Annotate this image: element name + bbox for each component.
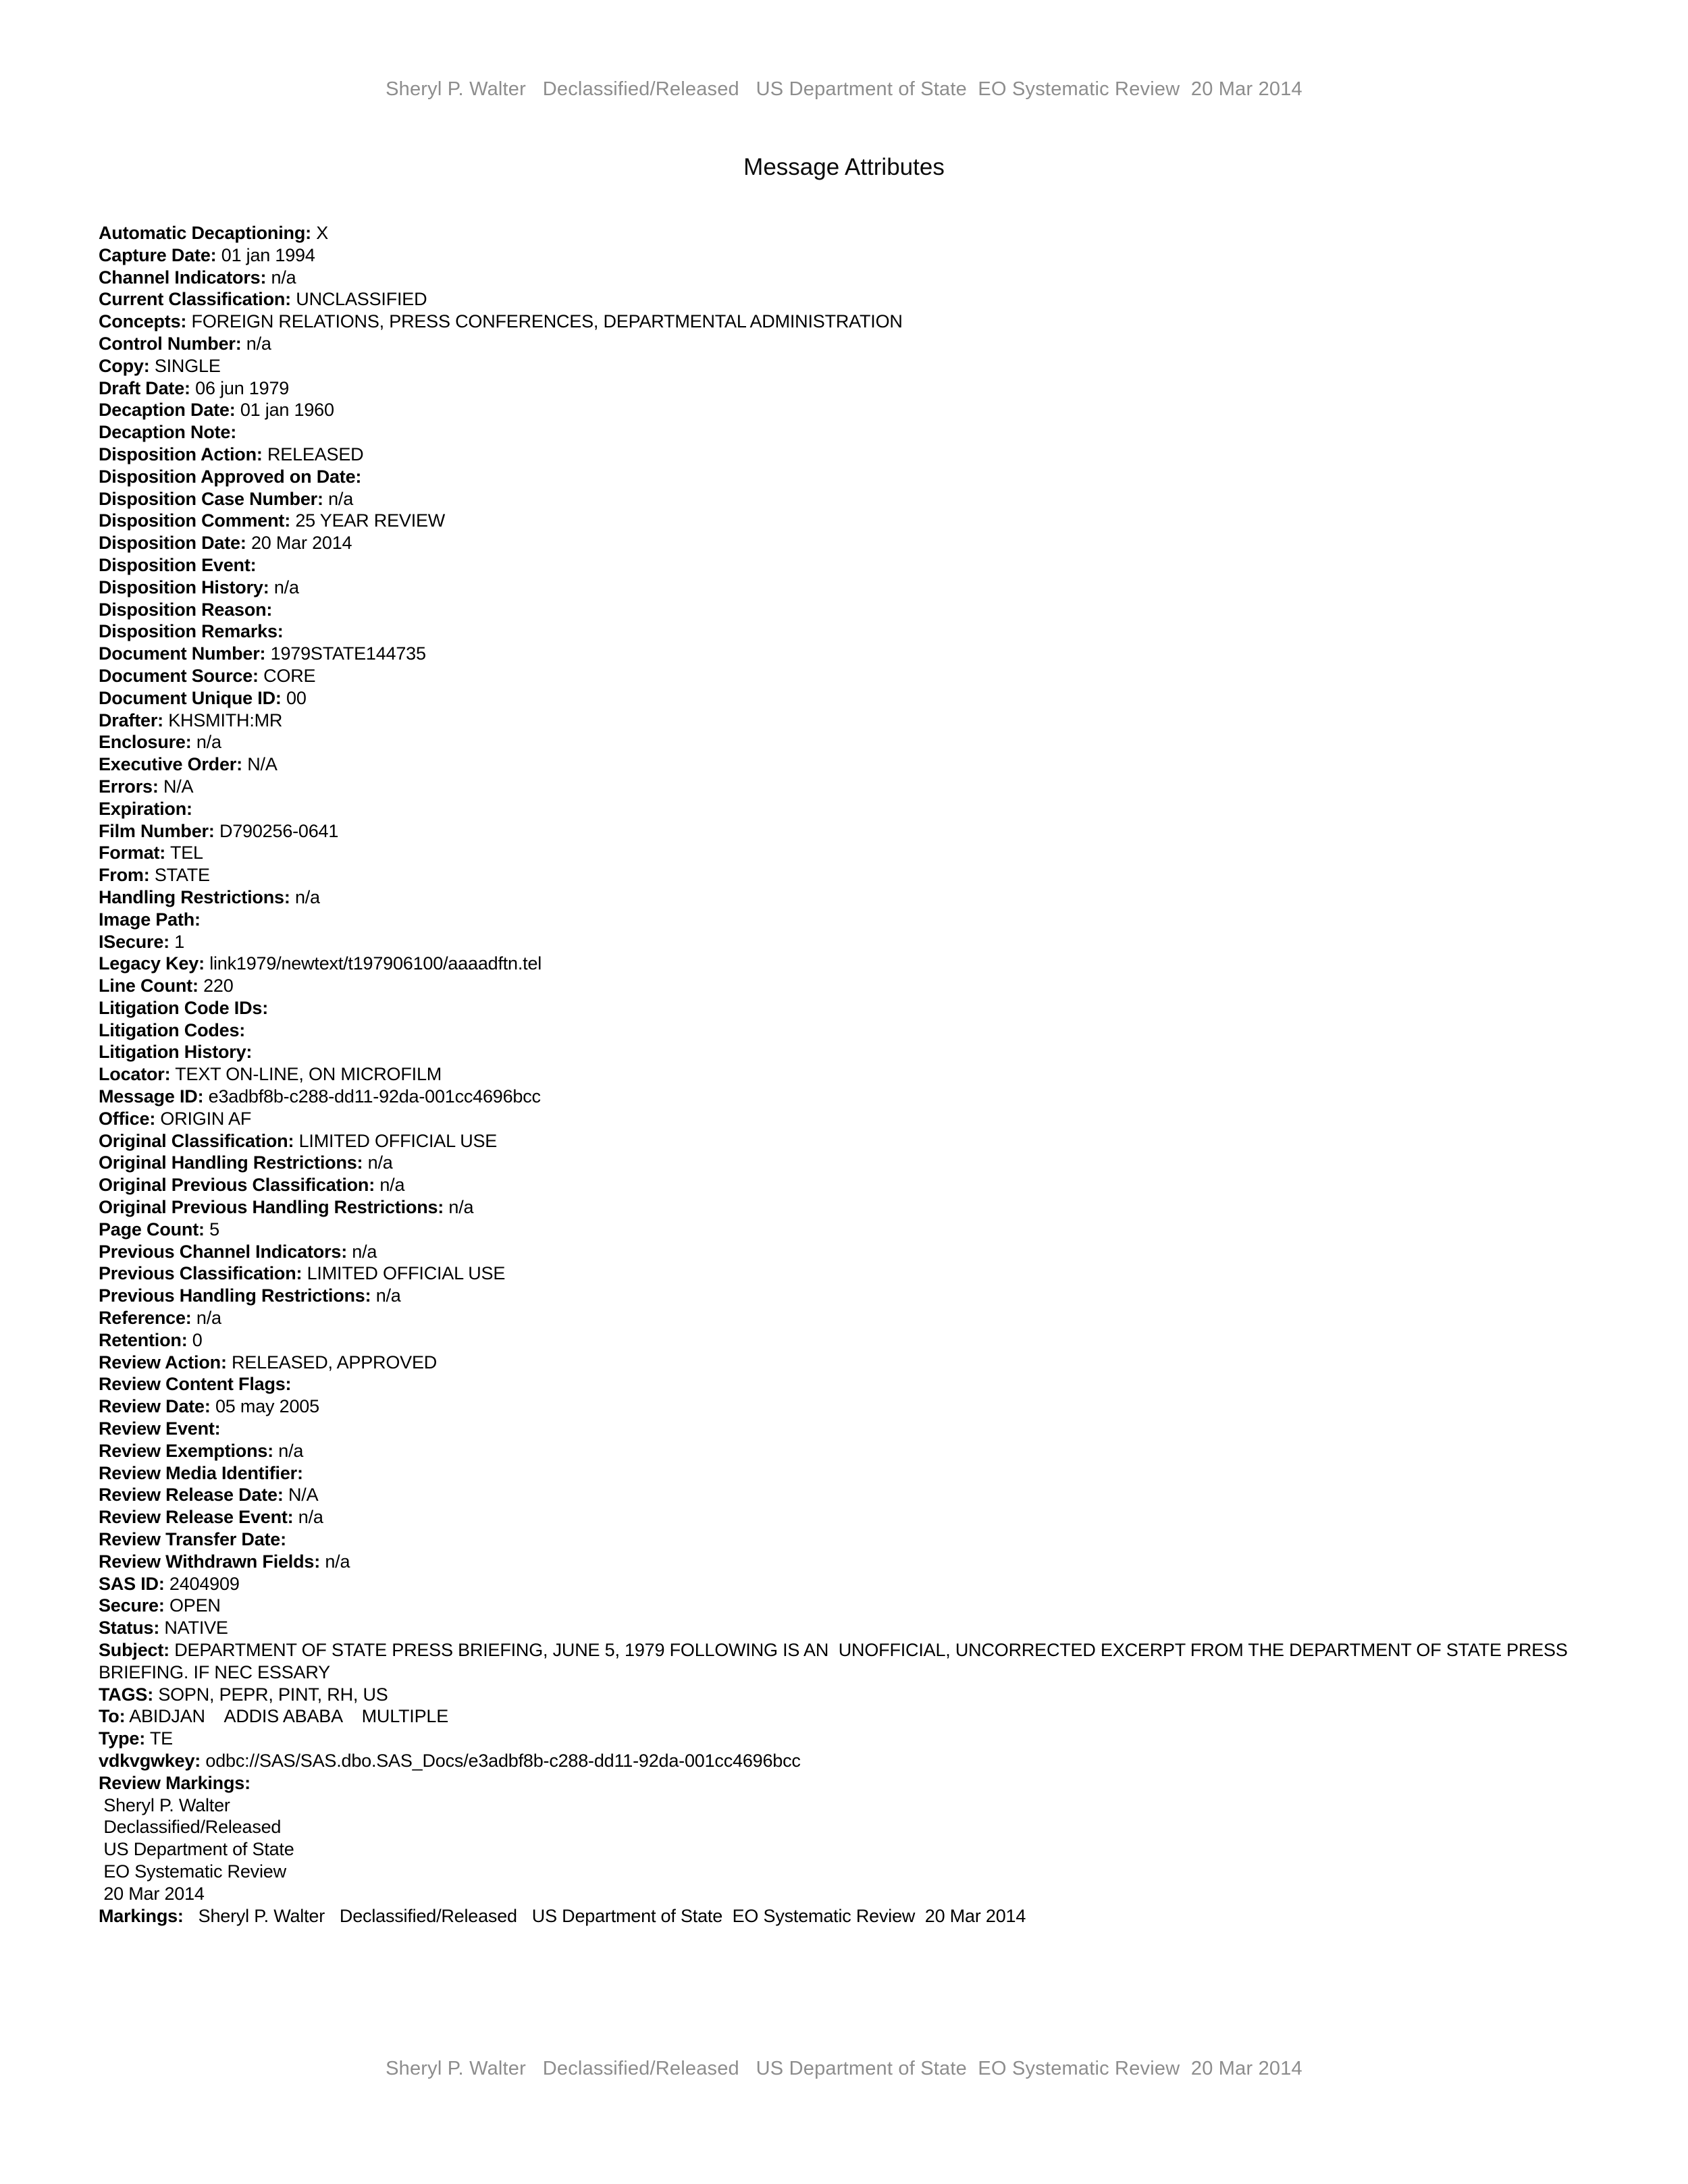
attribute-label: To:	[99, 1706, 126, 1727]
attribute-label: vdkvgwkey:	[99, 1750, 201, 1771]
attribute-value: 25 YEAR REVIEW	[295, 510, 446, 531]
attribute-line	[99, 577, 1580, 599]
attribute-value: UNCLASSIFIED	[296, 289, 427, 310]
attribute-line	[99, 1262, 1580, 1285]
attribute-label: Previous Classification:	[99, 1263, 302, 1284]
attribute-label: Review Media Identifier:	[99, 1462, 303, 1483]
attribute-label: Document Unique ID:	[99, 687, 282, 708]
attribute-line	[99, 1395, 1580, 1418]
attribute-line	[99, 931, 1580, 953]
attribute-label: Original Classification:	[99, 1130, 294, 1151]
attribute-value: n/a	[246, 333, 271, 354]
attribute-line	[99, 444, 1580, 466]
attribute-label: Litigation History:	[99, 1042, 253, 1063]
attribute-label: Format:	[99, 843, 166, 863]
attribute-line	[99, 222, 1580, 244]
attribute-label: Image Path:	[99, 909, 201, 930]
attribute-value: 220	[203, 976, 234, 996]
attribute-label: Page Count:	[99, 1219, 205, 1240]
review-marking-text-line: US Department of State	[99, 1839, 294, 1860]
attribute-value: 00	[286, 687, 307, 708]
attribute-line	[99, 1063, 1580, 1086]
attribute-label: ISecure:	[99, 931, 169, 952]
attribute-label: Original Previous Classification:	[99, 1175, 375, 1196]
attribute-line	[99, 1750, 1580, 1772]
attribute-value: n/a	[196, 732, 221, 753]
attribute-value: 20 Mar 2014	[250, 533, 352, 554]
attribute-label: Disposition Event:	[99, 554, 257, 575]
attribute-line	[99, 620, 1580, 643]
attribute-line	[99, 288, 1580, 311]
attribute-value: odbc://SAS/SAS.dbo.SAS_Docs/e3adbf8b-c288-dd11-92da-001cc4696bcc	[205, 1750, 801, 1771]
attribute-value: n/a	[375, 1285, 401, 1306]
attribute-value: STATE	[154, 865, 210, 886]
attribute-line	[99, 1373, 1580, 1395]
attribute-line	[99, 1484, 1580, 1506]
attribute-line	[99, 1462, 1580, 1485]
attribute-value: 1	[174, 931, 185, 952]
attribute-value: CORE	[263, 665, 316, 686]
attribute-label: Type:	[99, 1728, 146, 1749]
attribute-label: Errors:	[99, 776, 159, 797]
attribute-line	[99, 267, 1580, 289]
attribute-value: D790256-0641	[219, 820, 339, 841]
attribute-value: SOPN, PEPR, PINT, RH, US	[158, 1684, 388, 1705]
attribute-value: TEL	[169, 843, 203, 863]
attribute-line	[99, 1684, 1580, 1706]
attribute-value: n/a	[196, 1308, 221, 1329]
attribute-label: From:	[99, 865, 150, 886]
attribute-value: n/a	[379, 1175, 405, 1196]
attribute-label: Retention:	[99, 1329, 188, 1350]
attributes-list	[99, 222, 1580, 1927]
attribute-label: Legacy Key:	[99, 953, 205, 974]
attribute-line	[99, 710, 1580, 732]
attribute-label: Channel Indicators:	[99, 267, 267, 288]
attribute-value: RELEASED	[267, 444, 364, 464]
attribute-label: Litigation Codes:	[99, 1019, 246, 1040]
attribute-label: Secure:	[99, 1595, 165, 1616]
attribute-line	[99, 421, 1580, 444]
attribute-label: Disposition Date:	[99, 533, 246, 554]
attribute-label: Previous Channel Indicators:	[99, 1241, 347, 1262]
attribute-value: 5	[209, 1219, 219, 1240]
attribute-label: Handling Restrictions:	[99, 886, 290, 907]
attribute-line	[99, 1528, 1580, 1551]
attribute-label: Disposition Reason:	[99, 599, 273, 620]
attribute-line	[99, 820, 1580, 843]
attribute-label: Review Markings:	[99, 1772, 250, 1793]
attribute-line	[99, 798, 1580, 820]
attribute-label: Reference:	[99, 1308, 192, 1329]
attribute-value: n/a	[367, 1152, 393, 1173]
attribute-line	[99, 1595, 1580, 1617]
attribute-line	[99, 1130, 1580, 1152]
attribute-value: n/a	[278, 1440, 304, 1461]
attribute-label: Decaption Note:	[99, 422, 237, 443]
attribute-label: Previous Handling Restrictions:	[99, 1285, 371, 1306]
attribute-label: Disposition History:	[99, 577, 269, 597]
attribute-label: TAGS:	[99, 1684, 153, 1705]
attribute-line	[99, 864, 1580, 886]
attribute-line	[99, 1174, 1580, 1196]
page-title: Message Attributes	[743, 154, 945, 180]
attribute-value: 05 may 2005	[215, 1396, 319, 1417]
attribute-line	[99, 1506, 1580, 1528]
attribute-line	[99, 1019, 1580, 1042]
attribute-value: e3adbf8b-c288-dd11-92da-001cc4696bcc	[208, 1086, 541, 1107]
attribute-label: Disposition Case Number:	[99, 488, 323, 509]
attribute-line	[99, 842, 1580, 864]
attribute-value: n/a	[325, 1551, 350, 1572]
attribute-line	[99, 1219, 1580, 1241]
attribute-label: Review Release Date:	[99, 1485, 284, 1506]
attribute-label: SAS ID:	[99, 1573, 165, 1594]
attribute-label: Film Number:	[99, 820, 215, 841]
attribute-label: Original Handling Restrictions:	[99, 1152, 363, 1173]
attribute-line	[99, 1573, 1580, 1595]
attribute-line	[99, 1617, 1580, 1639]
attribute-label: Executive Order:	[99, 754, 242, 775]
attribute-line	[99, 1241, 1580, 1263]
attribute-value: n/a	[448, 1197, 474, 1218]
attribute-line	[99, 244, 1580, 267]
attribute-line	[99, 643, 1580, 665]
attribute-value: n/a	[298, 1507, 323, 1528]
attribute-label: Locator:	[99, 1064, 171, 1085]
attribute-label: Drafter:	[99, 710, 163, 730]
attribute-label: Current Classification:	[99, 289, 291, 310]
review-markings-line	[99, 1772, 1580, 1794]
attribute-line	[99, 975, 1580, 997]
attribute-value: FOREIGN RELATIONS, PRESS CONFERENCES, DEPARTMENTAL ADMINISTRATION	[191, 311, 903, 332]
attribute-value: link1979/newtext/t197906100/aaaadftn.tel	[209, 953, 542, 974]
attribute-line	[99, 776, 1580, 798]
attribute-line	[99, 1551, 1580, 1573]
attribute-label: Line Count:	[99, 976, 199, 996]
attribute-value: LIMITED OFFICIAL USE	[307, 1263, 506, 1284]
attribute-line	[99, 753, 1580, 776]
attribute-value: N/A	[163, 776, 194, 797]
attribute-label: Document Source:	[99, 665, 259, 686]
attribute-value: n/a	[352, 1241, 377, 1262]
attribute-label: Subject:	[99, 1640, 169, 1660]
attribute-value: 01 jan 1960	[240, 400, 334, 421]
attribute-label: Review Transfer Date:	[99, 1529, 286, 1550]
attribute-value: Sheryl P. Walter Declassified/Released US Department of State EO Systematic Review 20 Mar 2014	[188, 1905, 1026, 1926]
attribute-value: n/a	[273, 577, 299, 597]
attribute-value: 0	[192, 1329, 203, 1350]
attribute-line	[99, 510, 1580, 532]
attribute-label: Review Action:	[99, 1352, 227, 1373]
attribute-line	[99, 554, 1580, 577]
attribute-line	[99, 377, 1580, 400]
attribute-label: Document Number:	[99, 643, 266, 664]
attribute-line	[99, 488, 1580, 510]
attribute-line	[99, 1196, 1580, 1219]
attribute-line	[99, 355, 1580, 377]
attribute-value: X	[316, 223, 329, 243]
attribute-label: Markings:	[99, 1905, 184, 1926]
attribute-value: N/A	[288, 1485, 319, 1506]
attribute-line	[99, 1285, 1580, 1307]
attribute-label: Message ID:	[99, 1086, 204, 1107]
attribute-label: Review Withdrawn Fields:	[99, 1551, 321, 1572]
attribute-line	[99, 1307, 1580, 1329]
attribute-value: RELEASED, APPROVED	[232, 1352, 438, 1373]
review-marking-text-line: 20 Mar 2014	[99, 1883, 205, 1904]
attribute-line	[99, 333, 1580, 355]
attribute-label: Review Date:	[99, 1396, 211, 1417]
attribute-line	[99, 997, 1580, 1019]
attribute-value: 1979STATE144735	[270, 643, 426, 664]
attribute-value: TE	[149, 1728, 173, 1749]
attribute-value: LIMITED OFFICIAL USE	[298, 1130, 498, 1151]
attribute-label: Disposition Approved on Date:	[99, 466, 362, 487]
attribute-label: Disposition Remarks:	[99, 621, 284, 642]
attribute-line	[99, 1705, 1580, 1728]
attribute-value: NATIVE	[164, 1618, 228, 1639]
attribute-label: Review Event:	[99, 1418, 221, 1439]
attribute-line	[99, 909, 1580, 931]
attribute-label: Capture Date:	[99, 244, 217, 265]
attribute-label: Original Previous Handling Restrictions:	[99, 1197, 444, 1218]
attribute-label: Enclosure:	[99, 732, 192, 753]
attribute-value: n/a	[271, 267, 296, 288]
review-marking-text-line: Declassified/Released	[99, 1817, 282, 1838]
attribute-line	[99, 1329, 1580, 1352]
attribute-label: Review Release Event:	[99, 1507, 294, 1528]
attribute-line	[99, 466, 1580, 488]
review-marking-text-line: EO Systematic Review	[99, 1861, 286, 1882]
attribute-line	[99, 1728, 1580, 1750]
attribute-label: Decaption Date:	[99, 400, 236, 421]
attribute-label: Draft Date:	[99, 377, 190, 398]
attribute-value: 06 jun 1979	[195, 377, 290, 398]
footer-declassification-marking: Sheryl P. Walter Declassified/Released US Department of State EO Systematic Review 20 Mar 2014	[386, 2058, 1302, 2079]
attribute-line	[99, 399, 1580, 421]
attribute-value: TEXT ON-LINE, ON MICROFILM	[175, 1064, 442, 1085]
attribute-value: KHSMITH:MR	[168, 710, 283, 730]
attribute-line	[99, 1086, 1580, 1108]
attribute-line	[99, 311, 1580, 333]
attribute-line	[99, 665, 1580, 687]
attribute-label: Review Content Flags:	[99, 1374, 292, 1395]
markings-line	[99, 1905, 1580, 1927]
attribute-value: n/a	[294, 886, 320, 907]
attribute-value: N/A	[247, 754, 278, 775]
attribute-line	[99, 1041, 1580, 1063]
attribute-value: SINGLE	[154, 355, 221, 376]
attribute-line	[99, 532, 1580, 554]
attribute-line	[99, 1440, 1580, 1462]
attribute-label: Control Number:	[99, 333, 242, 354]
attribute-label: Automatic Decaptioning:	[99, 223, 311, 243]
attribute-value: n/a	[328, 488, 354, 509]
attribute-label: Status:	[99, 1618, 160, 1639]
attribute-line	[99, 687, 1580, 710]
attribute-label: Review Exemptions:	[99, 1440, 273, 1461]
attribute-label: Litigation Code IDs:	[99, 997, 268, 1018]
attribute-line	[99, 886, 1580, 909]
attribute-label: Disposition Comment:	[99, 510, 290, 531]
header-declassification-marking: Sheryl P. Walter Declassified/Released US Department of State EO Systematic Review 20 Mar 2014	[386, 78, 1302, 100]
attribute-label: Copy:	[99, 355, 150, 376]
attribute-value: ORIGIN AF	[160, 1108, 252, 1129]
attribute-line	[99, 731, 1580, 753]
attribute-line	[99, 1639, 1580, 1684]
attribute-line	[99, 1108, 1580, 1130]
attribute-line	[99, 953, 1580, 975]
attribute-value: 2404909	[169, 1573, 240, 1594]
attribute-value: OPEN	[169, 1595, 221, 1616]
attribute-value: DEPARTMENT OF STATE PRESS BRIEFING, JUNE 5, 1979 FOLLOWING IS AN UNOFFICIAL, UNCORRECTED EXCERPT FROM THE DEPARTMENT OF STATE PRESS BRIEFING. IF NEC ESSARY	[99, 1640, 1573, 1682]
attribute-value: ABIDJAN ADDIS ABABA MULTIPLE	[129, 1706, 449, 1727]
attribute-label: Disposition Action:	[99, 444, 263, 464]
attribute-label: Expiration:	[99, 798, 192, 819]
attribute-label: Concepts:	[99, 311, 187, 332]
attribute-line	[99, 1352, 1580, 1374]
review-marking-text-line: Sheryl P. Walter	[99, 1794, 230, 1815]
attribute-label: Office:	[99, 1108, 156, 1129]
attribute-line	[99, 1418, 1580, 1440]
attribute-line	[99, 1152, 1580, 1174]
attribute-line	[99, 599, 1580, 621]
attribute-value: 01 jan 1994	[221, 244, 315, 265]
